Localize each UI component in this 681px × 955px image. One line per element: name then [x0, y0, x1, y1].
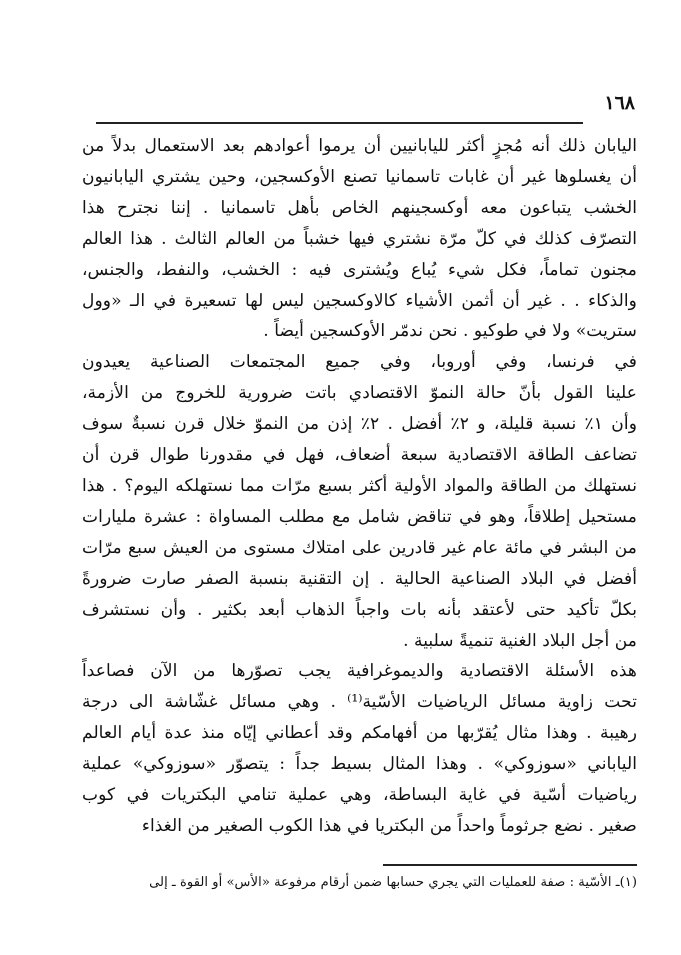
paragraph [82, 347, 637, 656]
text-line: من البشر في مائة عام غير قادرين على امتلاك مستوى من العيش سبع مرّات [82, 537, 637, 558]
paragraph [82, 131, 637, 347]
text-line: من أجل البلاد الغنية تنميةً سلبية . [403, 630, 637, 651]
text-line: علينا القول بأنّ حالة النموّ الاقتصادي باتت ضرورية للخروج من الأزمة، [82, 383, 637, 404]
footnote-rule [383, 864, 637, 866]
paragraph [82, 656, 637, 841]
text-line: بكلّ تأكيد حتى لأعتقد بأنه بات واجباً الذهاب أبعد بكثير . وأن نستشرف [82, 599, 637, 620]
text-line: اليابان ذلك أنه مُجزٍ أكثر لليابانيين أن يرموا أعوادهم بعد الاستعمال بدلاً من [82, 136, 637, 156]
text-line: مستحيل إطلاقاً، وهو في تناقض شامل مع مطلب المساواة : عشرة مليارات [82, 506, 637, 527]
page-number: ١٦٨ [604, 92, 635, 114]
text-line: التصرّف كذلك في كلّ مرّة نشتري فيها خشباً من العالم الثالث . هذا العالم [82, 228, 637, 249]
header-rule [96, 122, 583, 124]
text-line: ستريت» ولا في طوكيو . نحن ندمّر الأوكسجين أيضاً . [263, 321, 637, 342]
body-text [82, 131, 637, 842]
text-line: في فرنسا، وفي أوروبا، وفي جميع المجتمعات الصناعية يعيدون [82, 352, 637, 373]
text-line: الخشب يتباعون معه أوكسجينهم الخاص بأهل تاسمانيا . إننا نجترح هذا [82, 197, 637, 218]
text-line: صغير . نضع جرثوماً واحداً من البكتريا في هذا الكوب الصغير من الغذاء [141, 815, 637, 836]
text-line: وأن ١٪ نسبة قليلة، و ٢٪ أفضل . ٢٪ إذن من النموّ خلال قرن نسبةٌ سوف [82, 414, 637, 435]
text-line: والذكاء . . غير أن أثمن الأشياء كالاوكسجين ليس لها تسعيرة في الـ «وول [82, 290, 637, 311]
text-line: أفضل في البلاد الصناعية الحالية . إن التقنية بنسبة الصفر صارت ضرورةً [82, 568, 637, 589]
text-line: مجنون تماماً، فكل شيء يُباع ويُشترى فيه : الخشب، والنفط، والجنس، [82, 259, 637, 280]
text-line: تضاعف الطاقة الاقتصادية سبعة أضعاف، فهل في مقدورنا طوال قرن أن [82, 445, 637, 466]
text-line: الياباني «سوزوكي» . وهذا المثال بسيط جداً : يتصوّر «سوزوكي» عملية [82, 754, 637, 775]
text-line: أن يغسلوها غير أن غابات تاسمانيا تصنع الأوكسجين، وحين يشتري اليابانيون [82, 166, 637, 187]
text-line: تحت زاوية مسائل الرياضيات الأسّية⁽¹⁾ . وهي مسائل غشّاشة الى درجة [82, 692, 637, 713]
text-line: نستهلك من الطاقة والمواد الأولية أكثر بسبع مرّات مما نستهلكه اليوم؟ . هذا [82, 475, 637, 496]
text-line: رهيبة . وهذا مثال يُقرّبها من أفهامكم وقد أعطاني إيّاه منذ عدة أيام العالم [82, 723, 637, 744]
footnote: (١)ـ الأسّية : صفة للعمليات التي يجري حسابها ضمن أرقام مرفوعة «الأس» أو القوة ـ إلى [149, 875, 637, 890]
text-line: هذه الأسئلة الاقتصادية والديموغرافية يجب تصوّرها من الآن فصاعداً [82, 661, 637, 682]
text-line: رياضيات أسّية في غاية البساطة، وهي عملية تنامي البكتريات في كوب [82, 785, 637, 806]
